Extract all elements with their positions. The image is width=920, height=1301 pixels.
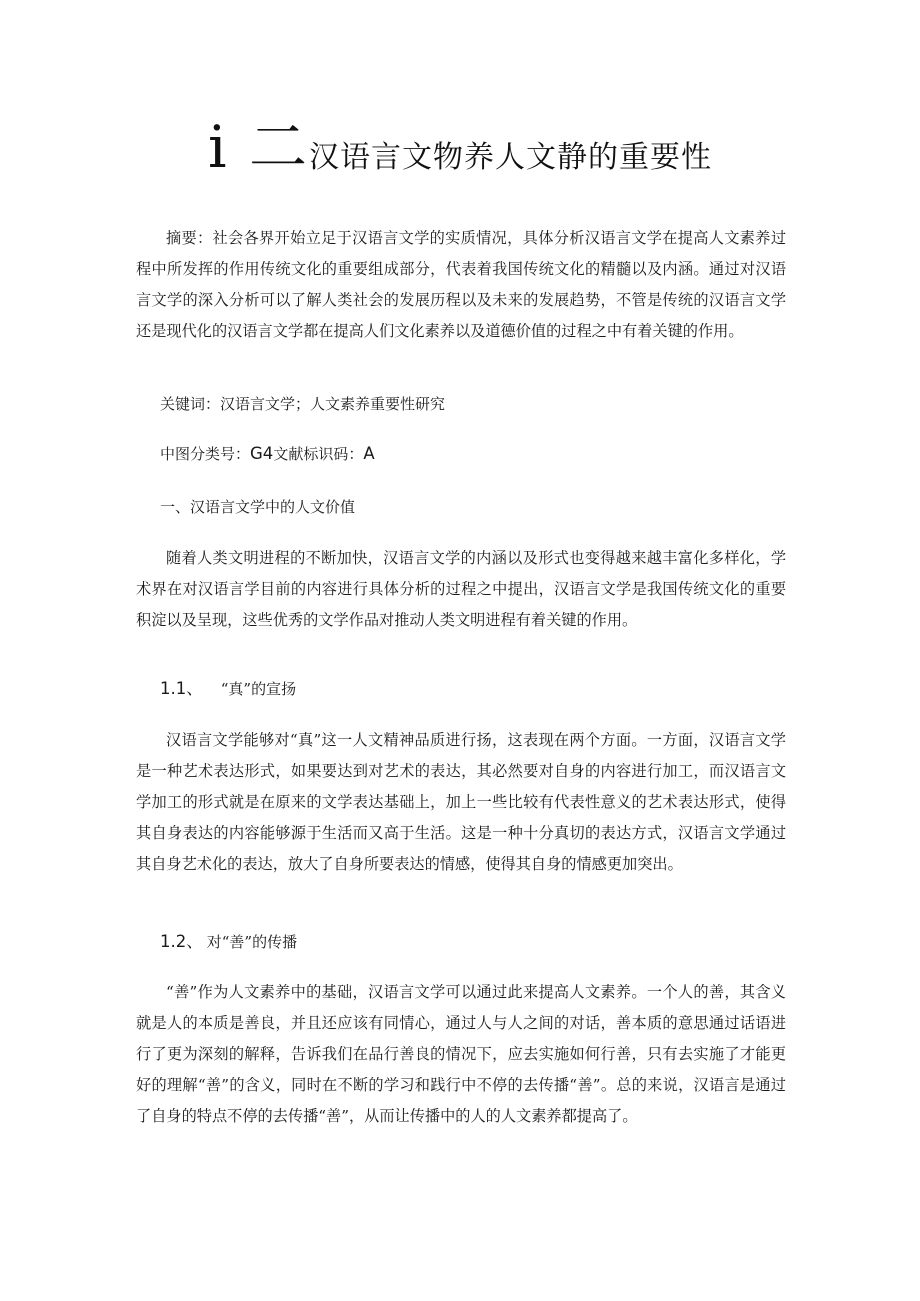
section-heading: 一、汉语言文学中的人文价值: [160, 498, 356, 516]
subsection-number: 1.2、: [160, 932, 203, 951]
classification-line: [160, 442, 375, 466]
keywords-value: 汉语言文学；人文素养重要性研究: [220, 395, 446, 413]
subsection-paragraph-2: “善”作为人文素养中的基础，汉语言文学可以通过此来提高人文素养。一个人的善，其含义就是人的本质是善良，并且还应该有同情心，通过人与人之间的对话，善本质的意思通过话语进行了更为深刻的解释，告诉我们在品行善良的情况下，应去实施如何行善，只有去实施了才能更好的理解“善”的含义，同时在不断的学习和践行中不停的去传播“善”。总的来说，汉语言是通过了自身的特点不停的去传播“善”，从而让传播中的人的人文素养都提高了。: [136, 983, 786, 1125]
abstract-paragraph: 摘要：社会各界开始立足于汉语言文学的实质情况，具体分析汉语言文学在提高人文素养过程中所发挥的作用传统文化的重要组成部分，代表着我国传统文化的精髓以及内涵。通过对汉语言文学的深入分析可以了解人类社会的发展历程以及未来的发展趋势，不管是传统的汉语言文学还是现代化的汉语言文学都在提高人们文化素养以及道德价值的过程之中有着关键的作用。: [136, 229, 786, 340]
subsection-title: “真”的宣扬: [220, 680, 297, 698]
subsection-number: 1.1、: [160, 679, 203, 698]
subsection-title: 对“善”的传播: [206, 933, 298, 951]
classification-doc-label: 文献标识码：: [273, 445, 364, 463]
subsection-heading-1: [160, 677, 296, 701]
title-prefix: i 二: [208, 113, 309, 181]
classification-cn-label: 中图分类号：: [160, 445, 251, 463]
classification-doc-code: A: [363, 444, 375, 463]
keywords-line: [160, 392, 445, 416]
keywords-label: 关键词：: [160, 395, 221, 413]
section-paragraph: 随着人类文明进程的不断加快，汉语言文学的内涵以及形式也变得越来越丰富化多样化，学术界在对汉语言学目前的内容进行具体分析的过程之中提出，汉语言文学是我国传统文化的重要积淀以及呈现，这些优秀的文学作品对推动人类文明进程有着关键的作用。: [136, 549, 786, 629]
subsection-heading-2: [160, 930, 297, 954]
title-main: 汉语言文物养人文静的重要性: [309, 140, 712, 175]
classification-cn-code: G4: [250, 444, 274, 463]
subsection-paragraph-1: 汉语言文学能够对“真”这一人文精神品质进行扬，这表现在两个方面。一方面，汉语言文学是一种艺术表达形式，如果要达到对艺术的表达，其必然要对自身的内容进行加工，而汉语言文学加工的形式就是在原来的文学表达基础上，加上一些比较有代表性意义的艺术表达形式，使得其自身表达的内容能够源于生活而又高于生活。这是一种十分真切的表达方式，汉语言文学通过其自身艺术化的表达，放大了自身所要表达的情感，使得其自身的情感更加突出。: [136, 731, 786, 873]
page-title: [0, 112, 920, 193]
